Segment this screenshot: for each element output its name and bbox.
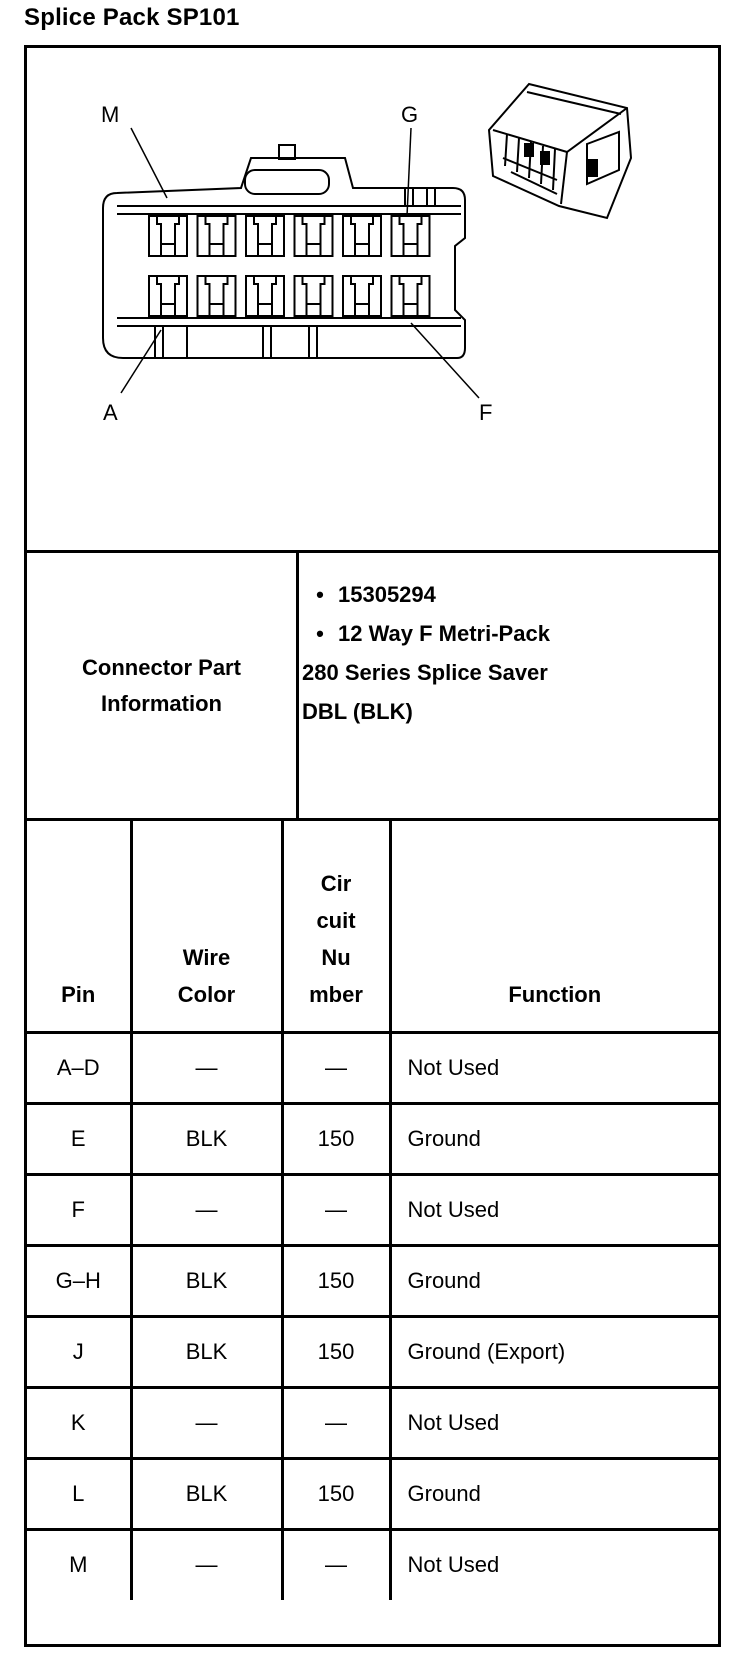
cell-circuit: 150 bbox=[282, 1245, 390, 1316]
connector-info-value bbox=[302, 575, 710, 731]
cell-function: Not Used bbox=[390, 1032, 718, 1103]
header-pin: Pin bbox=[27, 821, 131, 1032]
cell-circuit: — bbox=[282, 1032, 390, 1103]
connector-face-drawing bbox=[27, 48, 718, 550]
connector-sheet bbox=[24, 45, 721, 1647]
table-row bbox=[27, 1174, 718, 1245]
cell-wire-color: BLK bbox=[131, 1316, 282, 1387]
lower-terminal-cavity bbox=[149, 276, 187, 316]
pin-label-m: M bbox=[101, 102, 120, 127]
connector-3d-illustration bbox=[489, 84, 631, 218]
connector-diagram bbox=[27, 48, 718, 553]
lower-terminal-cavity bbox=[392, 276, 430, 316]
pin-label-a: A bbox=[103, 400, 118, 425]
connector-description-line2: DBL (BLK) bbox=[302, 699, 413, 724]
cell-wire-color: — bbox=[131, 1387, 282, 1458]
cell-pin: A–D bbox=[27, 1032, 131, 1103]
connector-info-label-line2: Information bbox=[100, 690, 222, 716]
connector-info-label-line1: Connector Part bbox=[82, 655, 241, 681]
cell-function: Not Used bbox=[407, 1552, 500, 1578]
upper-terminal-cavity bbox=[343, 216, 381, 256]
part-number: 15305294 bbox=[338, 582, 436, 607]
cell-pin: E bbox=[27, 1103, 131, 1174]
cell-circuit: 150 bbox=[282, 1458, 390, 1529]
upper-terminal-cavity bbox=[149, 216, 187, 256]
cell-wire-color: — bbox=[131, 1174, 282, 1245]
cell-function: Not Used bbox=[390, 1174, 718, 1245]
bullet-item bbox=[302, 575, 710, 614]
cell-function: Ground bbox=[390, 1245, 718, 1316]
upper-terminal-cavity bbox=[198, 216, 236, 256]
cell-function: Ground bbox=[390, 1103, 718, 1174]
table-row bbox=[27, 1529, 718, 1600]
cell-pin: J bbox=[27, 1316, 131, 1387]
upper-terminal-cavity bbox=[392, 216, 430, 256]
cell-function: Ground (Export) bbox=[390, 1316, 718, 1387]
table-row bbox=[27, 1032, 718, 1103]
page-title: Splice Pack SP101 bbox=[24, 4, 240, 31]
cell-wire-color: BLK bbox=[131, 1245, 282, 1316]
bullet-icon: • bbox=[316, 621, 324, 646]
connector-latch-window bbox=[245, 170, 329, 194]
upper-terminal-cavity bbox=[295, 216, 333, 256]
lower-terminal-cavity bbox=[295, 276, 333, 316]
lower-terminal-cavity bbox=[343, 276, 381, 316]
connector-part-information bbox=[27, 553, 718, 821]
header-function: Function bbox=[390, 821, 718, 1032]
connector-info-label bbox=[27, 553, 299, 818]
cell-circuit: 150 bbox=[282, 1103, 390, 1174]
lower-terminal-cavity bbox=[246, 276, 284, 316]
bullet-item bbox=[302, 614, 710, 653]
cell-pin: L bbox=[27, 1458, 131, 1529]
connector-description-line1: 280 Series Splice Saver bbox=[302, 660, 548, 685]
table-row bbox=[27, 1387, 718, 1458]
pin-label-g: G bbox=[401, 102, 419, 127]
pin-table bbox=[27, 821, 718, 1600]
table-row bbox=[27, 1103, 718, 1174]
cell-pin: K bbox=[27, 1387, 131, 1458]
cell-wire-color: BLK bbox=[131, 1103, 282, 1174]
table-row bbox=[27, 1316, 718, 1387]
header-circuit-number: Cir cuit Nu mber bbox=[282, 821, 390, 1032]
bullet-icon: • bbox=[316, 582, 324, 607]
table-row bbox=[27, 1458, 718, 1529]
cell-circuit: — bbox=[282, 1387, 390, 1458]
cell-pin: F bbox=[27, 1174, 131, 1245]
cell-circuit: 150 bbox=[282, 1316, 390, 1387]
table-header-row bbox=[27, 821, 718, 1032]
connector-latch-tab bbox=[279, 145, 295, 159]
table-row bbox=[27, 1245, 718, 1316]
cell-function: Ground bbox=[390, 1458, 718, 1529]
upper-terminal-cavity bbox=[246, 216, 284, 256]
cell-pin: M bbox=[27, 1529, 131, 1600]
cell-circuit: — bbox=[282, 1529, 390, 1600]
header-wire-color: Wire Color bbox=[131, 821, 282, 1032]
connector-housing bbox=[103, 158, 465, 358]
cell-wire-color: BLK bbox=[131, 1458, 282, 1529]
cell-function: Not Used bbox=[390, 1387, 718, 1458]
cell-wire-color: — bbox=[131, 1529, 282, 1600]
pin-label-f: F bbox=[479, 400, 493, 425]
cell-circuit: — bbox=[282, 1174, 390, 1245]
cell-pin: G–H bbox=[27, 1245, 131, 1316]
connector-type: 12 Way F Metri-Pack bbox=[338, 621, 550, 646]
cell-wire-color: — bbox=[131, 1032, 282, 1103]
lower-terminal-cavity bbox=[198, 276, 236, 316]
